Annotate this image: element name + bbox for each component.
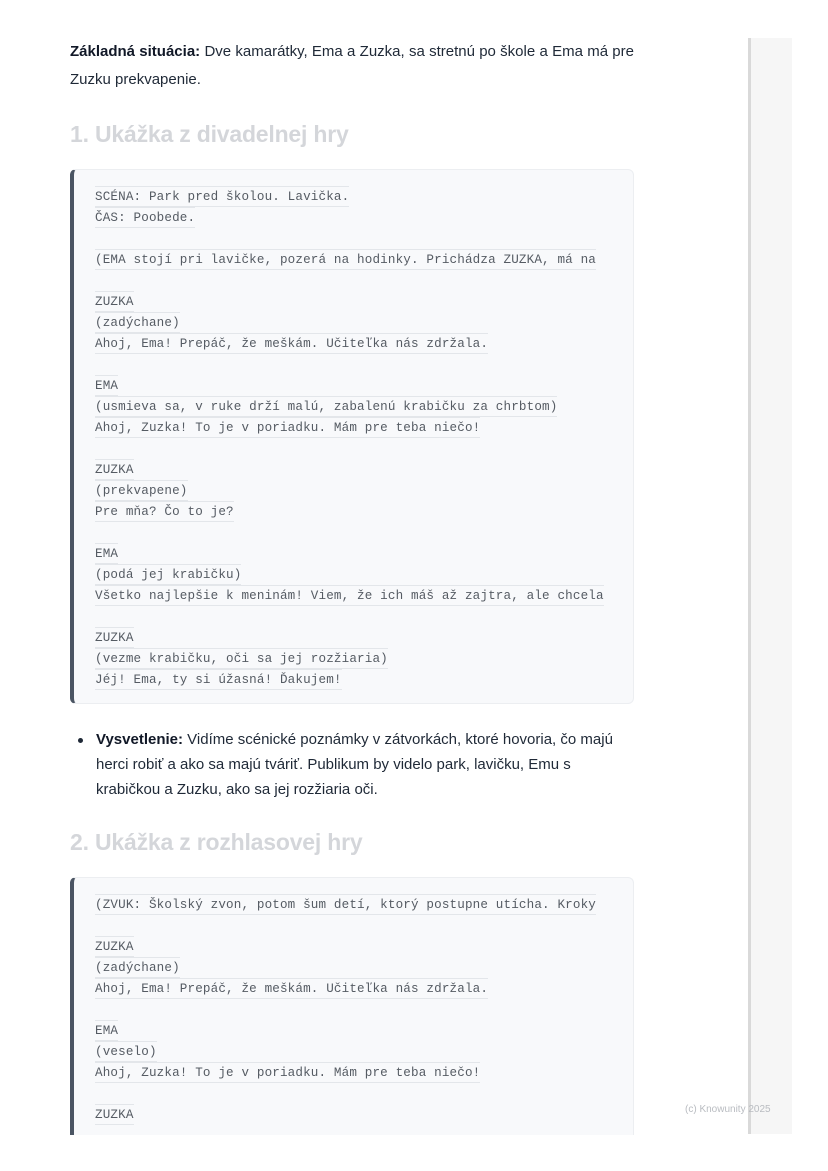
code-line-text: EMA — [95, 375, 118, 396]
explanation-text: Vidíme scénické poznámky v zátvorkách, ktoré hovoria, čo majú herci robiť a ako sa majú tváriť. Publikum by videlo park, lavičku, Emu s krabičkou a Zuzku, ako sa jej rozžiaria oči. — [96, 731, 613, 798]
section-2-heading: 2. Ukážka z rozhlasovej hry — [70, 829, 363, 855]
document-content — [70, 38, 634, 1135]
code-line-text: ZUZKA — [95, 1104, 134, 1125]
code-line-text: (prekvapene) — [95, 480, 188, 501]
code-line — [95, 936, 633, 957]
intro-paragraph — [70, 38, 634, 94]
code-line-text: Ahoj, Zuzka! To je v poriadku. Mám pre teba niečo! — [95, 1062, 480, 1083]
code-line-text: (ZVUK: Školský zvon, potom šum detí, ktorý postupne utícha. Kroky — [95, 894, 596, 915]
copyright-footer: (c) Knowunity 2025 — [685, 1104, 771, 1115]
code-line — [95, 894, 633, 915]
code-line-text: ZUZKA — [95, 936, 134, 957]
code-line — [95, 978, 633, 999]
explanation-item — [70, 727, 634, 802]
explanation-label: Vysvetlenie: — [96, 731, 183, 748]
code-line — [95, 333, 633, 354]
code-line — [95, 291, 633, 312]
code-line-text: (podá jej krabičku) — [95, 564, 241, 585]
code-line — [95, 1062, 633, 1083]
code-line — [95, 1041, 633, 1062]
code-line-text: Ahoj, Ema! Prepáč, že meškám. Učiteľka nás zdržala. — [95, 333, 488, 354]
code-line — [95, 375, 633, 396]
code-line-text: (zadýchane) — [95, 957, 180, 978]
code-block-radio — [70, 877, 634, 1135]
code-blank-line — [95, 228, 633, 249]
code-blank-line — [95, 354, 633, 375]
code-line — [95, 459, 633, 480]
code-line-text: SCÉNA: Park pred školou. Lavička. — [95, 186, 349, 207]
code-line-text: (usmieva sa, v ruke drží malú, zabalenú krabičku za chrbtom) — [95, 396, 557, 417]
code-line — [95, 543, 633, 564]
code-line — [95, 312, 633, 333]
code-blank-line — [95, 1083, 633, 1104]
intro-label: Základná situácia: — [70, 43, 201, 60]
side-panel — [748, 38, 792, 1134]
code-blank-line — [95, 915, 633, 936]
code-line — [95, 501, 633, 522]
section-1-heading: 1. Ukážka z divadelnej hry — [70, 121, 349, 147]
code-line — [95, 648, 633, 669]
code-line — [95, 480, 633, 501]
code-blank-line — [95, 522, 633, 543]
explanation-list — [70, 727, 634, 802]
code-line — [95, 1104, 633, 1125]
code-line-text: (vezme krabičku, oči sa jej rozžiaria) — [95, 648, 388, 669]
code-line — [95, 396, 633, 417]
code-line-text: Pre mňa? Čo to je? — [95, 501, 234, 522]
code-blank-line — [95, 270, 633, 291]
code-line-text: ZUZKA — [95, 291, 134, 312]
code-line-text: (EMA stojí pri lavičke, pozerá na hodinky. Prichádza ZUZKA, má na — [95, 249, 596, 270]
code-line — [95, 627, 633, 648]
code-line-text: Ahoj, Zuzka! To je v poriadku. Mám pre teba niečo! — [95, 417, 480, 438]
code-line — [95, 207, 633, 228]
code-line — [95, 564, 633, 585]
code-line — [95, 957, 633, 978]
code-line — [95, 1020, 633, 1041]
code-line-text: ZUZKA — [95, 459, 134, 480]
code-line-text: Všetko najlepšie k meninám! Viem, že ich máš až zajtra, ale chcela — [95, 585, 604, 606]
code-line-text: (veselo) — [95, 1041, 157, 1062]
code-block-theatre — [70, 169, 634, 704]
code-line — [95, 186, 633, 207]
code-blank-line — [95, 999, 633, 1020]
code-line-text: Jéj! Ema, ty si úžasná! Ďakujem! — [95, 669, 342, 690]
code-line-text: (zadýchane) — [95, 312, 180, 333]
code-line-text: ČAS: Poobede. — [95, 207, 195, 228]
code-line-text: ZUZKA — [95, 627, 134, 648]
intro-text: Dve kamarátky, Ema a Zuzka, sa stretnú po škole a Ema má pre Zuzku prekvapenie. — [70, 43, 634, 88]
code-blank-line — [95, 438, 633, 459]
code-line-text: EMA — [95, 543, 118, 564]
code-line-text: EMA — [95, 1020, 118, 1041]
code-line — [95, 669, 633, 690]
code-line-text: Ahoj, Ema! Prepáč, že meškám. Učiteľka nás zdržala. — [95, 978, 488, 999]
code-blank-line — [95, 606, 633, 627]
code-line — [95, 585, 633, 606]
code-line — [95, 417, 633, 438]
code-line — [95, 249, 633, 270]
